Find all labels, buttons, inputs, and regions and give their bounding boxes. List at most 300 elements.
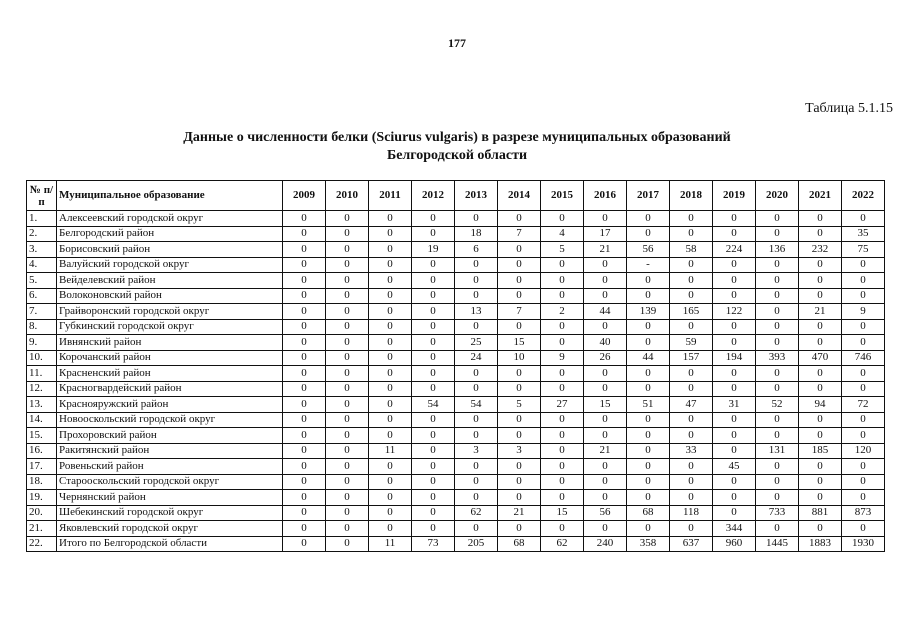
page-number: 177 xyxy=(448,36,466,50)
count-cell: 0 xyxy=(498,211,541,227)
count-cell: 0 xyxy=(283,397,326,413)
count-cell: 0 xyxy=(326,273,369,289)
count-cell: 0 xyxy=(412,273,455,289)
count-cell: 0 xyxy=(541,335,584,351)
count-cell: 44 xyxy=(584,304,627,320)
count-cell: 94 xyxy=(799,397,842,413)
table-row xyxy=(27,474,885,490)
row-number: 12. xyxy=(27,381,57,397)
count-cell: 0 xyxy=(541,319,584,335)
count-cell: 21 xyxy=(498,505,541,521)
count-cell: 68 xyxy=(498,536,541,552)
municipality-name: Вейделевский район xyxy=(57,273,283,289)
squirrel-population-table xyxy=(26,180,885,552)
count-cell: 0 xyxy=(713,412,756,428)
count-cell: 0 xyxy=(756,226,799,242)
count-cell: 0 xyxy=(412,521,455,537)
count-cell: 0 xyxy=(799,226,842,242)
count-cell: 0 xyxy=(756,490,799,506)
count-cell: 0 xyxy=(799,474,842,490)
count-cell: 0 xyxy=(369,304,412,320)
count-cell: 960 xyxy=(713,536,756,552)
count-cell: 205 xyxy=(455,536,498,552)
table-row xyxy=(27,397,885,413)
count-cell: 0 xyxy=(584,474,627,490)
row-number: 4. xyxy=(27,257,57,273)
municipality-name: Шебекинский городской округ xyxy=(57,505,283,521)
municipality-name: Ровеньский район xyxy=(57,459,283,475)
table-row xyxy=(27,257,885,273)
municipality-name: Алексеевский городской округ xyxy=(57,211,283,227)
count-cell: 58 xyxy=(670,242,713,258)
count-cell: 0 xyxy=(756,366,799,382)
count-cell: 0 xyxy=(670,257,713,273)
count-cell: 0 xyxy=(369,412,412,428)
count-cell: 0 xyxy=(541,521,584,537)
table-row xyxy=(27,242,885,258)
table-row xyxy=(27,505,885,521)
count-cell: 0 xyxy=(283,381,326,397)
count-cell: 194 xyxy=(713,350,756,366)
count-cell: 0 xyxy=(713,490,756,506)
count-cell: 358 xyxy=(627,536,670,552)
count-cell: 11 xyxy=(369,443,412,459)
row-number: 9. xyxy=(27,335,57,351)
count-cell: 1930 xyxy=(842,536,885,552)
municipality-name: Волоконовский район xyxy=(57,288,283,304)
count-cell: 0 xyxy=(283,226,326,242)
count-cell: 0 xyxy=(627,366,670,382)
count-cell: 0 xyxy=(455,474,498,490)
count-cell: 0 xyxy=(584,459,627,475)
count-cell: 0 xyxy=(326,350,369,366)
row-number: 22. xyxy=(27,536,57,552)
row-number: 18. xyxy=(27,474,57,490)
count-cell: 0 xyxy=(799,381,842,397)
count-cell: 139 xyxy=(627,304,670,320)
count-cell: 0 xyxy=(799,288,842,304)
count-cell: 0 xyxy=(326,490,369,506)
count-cell: 0 xyxy=(756,335,799,351)
count-cell: 0 xyxy=(412,381,455,397)
table-row xyxy=(27,226,885,242)
count-cell: 0 xyxy=(627,273,670,289)
count-cell: 0 xyxy=(842,428,885,444)
count-cell: 0 xyxy=(799,366,842,382)
count-cell: 0 xyxy=(584,319,627,335)
row-number: 7. xyxy=(27,304,57,320)
count-cell: 0 xyxy=(627,521,670,537)
municipality-name: Белгородский район xyxy=(57,226,283,242)
count-cell: 0 xyxy=(713,288,756,304)
count-cell: 0 xyxy=(842,459,885,475)
count-cell: 0 xyxy=(756,273,799,289)
count-cell: 0 xyxy=(799,459,842,475)
table-row xyxy=(27,335,885,351)
count-cell: 10 xyxy=(498,350,541,366)
table-row xyxy=(27,304,885,320)
row-number: 6. xyxy=(27,288,57,304)
count-cell: 0 xyxy=(498,288,541,304)
table-row xyxy=(27,536,885,552)
count-cell: 0 xyxy=(326,257,369,273)
count-cell: 0 xyxy=(498,521,541,537)
count-cell: 0 xyxy=(326,459,369,475)
count-cell: 21 xyxy=(584,242,627,258)
count-cell: 637 xyxy=(670,536,713,552)
count-cell: 0 xyxy=(326,412,369,428)
table-row xyxy=(27,428,885,444)
count-cell: 25 xyxy=(455,335,498,351)
count-cell: 0 xyxy=(842,211,885,227)
count-cell: 0 xyxy=(627,474,670,490)
count-cell: 881 xyxy=(799,505,842,521)
count-cell: 73 xyxy=(412,536,455,552)
row-number: 11. xyxy=(27,366,57,382)
count-cell: 0 xyxy=(627,319,670,335)
row-number: 14. xyxy=(27,412,57,428)
count-cell: 0 xyxy=(455,412,498,428)
count-cell: 0 xyxy=(326,366,369,382)
count-cell: 0 xyxy=(670,428,713,444)
count-cell: 733 xyxy=(756,505,799,521)
count-cell: 0 xyxy=(283,335,326,351)
count-cell: 0 xyxy=(842,257,885,273)
count-cell: 0 xyxy=(627,412,670,428)
count-cell: 0 xyxy=(541,490,584,506)
count-cell: 0 xyxy=(369,459,412,475)
count-cell: 0 xyxy=(326,521,369,537)
count-cell: 0 xyxy=(713,443,756,459)
table-row xyxy=(27,490,885,506)
count-cell: 0 xyxy=(283,273,326,289)
count-cell: 0 xyxy=(326,211,369,227)
count-cell: 7 xyxy=(498,304,541,320)
count-cell: 44 xyxy=(627,350,670,366)
header-year: 2018 xyxy=(670,181,713,211)
header-year: 2011 xyxy=(369,181,412,211)
count-cell: 0 xyxy=(283,211,326,227)
count-cell: 0 xyxy=(584,257,627,273)
count-cell: 0 xyxy=(799,257,842,273)
count-cell: 0 xyxy=(584,428,627,444)
count-cell: 0 xyxy=(541,288,584,304)
count-cell: - xyxy=(627,257,670,273)
table-title xyxy=(0,129,914,165)
count-cell: 0 xyxy=(283,505,326,521)
count-cell: 21 xyxy=(799,304,842,320)
count-cell: 0 xyxy=(799,521,842,537)
table-row xyxy=(27,366,885,382)
count-cell: 0 xyxy=(842,521,885,537)
municipality-name: Борисовский район xyxy=(57,242,283,258)
count-cell: 0 xyxy=(713,428,756,444)
row-number: 16. xyxy=(27,443,57,459)
count-cell: 27 xyxy=(541,397,584,413)
count-cell: 0 xyxy=(842,366,885,382)
count-cell: 0 xyxy=(670,273,713,289)
count-cell: 0 xyxy=(369,366,412,382)
count-cell: 0 xyxy=(326,304,369,320)
header-number: № п/п xyxy=(27,181,57,211)
count-cell: 0 xyxy=(670,521,713,537)
count-cell: 0 xyxy=(713,335,756,351)
count-cell: 0 xyxy=(369,474,412,490)
table-row xyxy=(27,443,885,459)
count-cell: 0 xyxy=(455,521,498,537)
count-cell: 0 xyxy=(283,428,326,444)
count-cell: 0 xyxy=(627,335,670,351)
count-cell: 35 xyxy=(842,226,885,242)
count-cell: 0 xyxy=(584,412,627,428)
table-row xyxy=(27,273,885,289)
count-cell: 0 xyxy=(283,288,326,304)
municipality-name: Ивнянский район xyxy=(57,335,283,351)
count-cell: 0 xyxy=(713,474,756,490)
count-cell: 0 xyxy=(283,490,326,506)
count-cell: 0 xyxy=(541,412,584,428)
count-cell: 26 xyxy=(584,350,627,366)
row-number: 3. xyxy=(27,242,57,258)
count-cell: 0 xyxy=(369,211,412,227)
row-number: 2. xyxy=(27,226,57,242)
municipality-name: Грайворонский городской округ xyxy=(57,304,283,320)
header-year: 2013 xyxy=(455,181,498,211)
table-label: Таблица 5.1.15 xyxy=(805,101,893,116)
count-cell: 0 xyxy=(842,273,885,289)
row-number: 5. xyxy=(27,273,57,289)
count-cell: 0 xyxy=(627,428,670,444)
count-cell: 0 xyxy=(670,226,713,242)
count-cell: 5 xyxy=(541,242,584,258)
count-cell: 9 xyxy=(541,350,584,366)
count-cell: 0 xyxy=(412,211,455,227)
row-number: 15. xyxy=(27,428,57,444)
count-cell: 0 xyxy=(756,257,799,273)
count-cell: 0 xyxy=(412,459,455,475)
count-cell: 3 xyxy=(498,443,541,459)
count-cell: 118 xyxy=(670,505,713,521)
count-cell: 15 xyxy=(541,505,584,521)
table-row xyxy=(27,459,885,475)
count-cell: 0 xyxy=(584,490,627,506)
count-cell: 0 xyxy=(541,459,584,475)
count-cell: 11 xyxy=(369,536,412,552)
count-cell: 0 xyxy=(842,335,885,351)
count-cell: 0 xyxy=(326,381,369,397)
count-cell: 59 xyxy=(670,335,713,351)
table-row xyxy=(27,319,885,335)
count-cell: 0 xyxy=(326,319,369,335)
municipality-name: Корочанский район xyxy=(57,350,283,366)
count-cell: 13 xyxy=(455,304,498,320)
count-cell: 0 xyxy=(627,211,670,227)
count-cell: 0 xyxy=(541,474,584,490)
count-cell: 0 xyxy=(369,226,412,242)
table-row xyxy=(27,350,885,366)
count-cell: 0 xyxy=(369,288,412,304)
count-cell: 0 xyxy=(541,257,584,273)
count-cell: 17 xyxy=(584,226,627,242)
count-cell: 0 xyxy=(455,459,498,475)
row-number: 8. xyxy=(27,319,57,335)
count-cell: 0 xyxy=(799,428,842,444)
count-cell: 0 xyxy=(627,226,670,242)
municipality-name: Чернянский район xyxy=(57,490,283,506)
count-cell: 0 xyxy=(756,288,799,304)
header-year: 2015 xyxy=(541,181,584,211)
count-cell: 47 xyxy=(670,397,713,413)
count-cell: 185 xyxy=(799,443,842,459)
count-cell: 0 xyxy=(326,242,369,258)
count-cell: 0 xyxy=(369,335,412,351)
count-cell: 0 xyxy=(842,381,885,397)
count-cell: 24 xyxy=(455,350,498,366)
count-cell: 0 xyxy=(283,350,326,366)
count-cell: 0 xyxy=(627,459,670,475)
header-year: 2014 xyxy=(498,181,541,211)
count-cell: 240 xyxy=(584,536,627,552)
count-cell: 0 xyxy=(541,366,584,382)
count-cell: 0 xyxy=(455,288,498,304)
count-cell: 0 xyxy=(412,366,455,382)
count-cell: 1445 xyxy=(756,536,799,552)
count-cell: 0 xyxy=(756,428,799,444)
count-cell: 1883 xyxy=(799,536,842,552)
count-cell: 0 xyxy=(584,288,627,304)
count-cell: 393 xyxy=(756,350,799,366)
count-cell: 0 xyxy=(713,505,756,521)
count-cell: 15 xyxy=(498,335,541,351)
count-cell: 0 xyxy=(412,257,455,273)
table-title-line-2: Белгородской области xyxy=(386,148,528,163)
count-cell: 0 xyxy=(842,319,885,335)
count-cell: 0 xyxy=(283,536,326,552)
count-cell: 0 xyxy=(283,257,326,273)
table-body xyxy=(27,211,885,552)
count-cell: 0 xyxy=(627,381,670,397)
count-cell: 0 xyxy=(799,335,842,351)
count-cell: 0 xyxy=(412,226,455,242)
count-cell: 0 xyxy=(369,257,412,273)
count-cell: 0 xyxy=(713,273,756,289)
count-cell: 0 xyxy=(369,490,412,506)
count-cell: 0 xyxy=(541,428,584,444)
header-year: 2020 xyxy=(756,181,799,211)
count-cell: 470 xyxy=(799,350,842,366)
count-cell: 0 xyxy=(756,381,799,397)
count-cell: 0 xyxy=(369,521,412,537)
table-row xyxy=(27,521,885,537)
municipality-name: Ракитянский район xyxy=(57,443,283,459)
count-cell: 0 xyxy=(842,288,885,304)
count-cell: 40 xyxy=(584,335,627,351)
count-cell: 120 xyxy=(842,443,885,459)
count-cell: 33 xyxy=(670,443,713,459)
header-year: 2022 xyxy=(842,181,885,211)
count-cell: 4 xyxy=(541,226,584,242)
count-cell: 344 xyxy=(713,521,756,537)
count-cell: 56 xyxy=(584,505,627,521)
count-cell: 52 xyxy=(756,397,799,413)
header-year: 2017 xyxy=(627,181,670,211)
count-cell: 0 xyxy=(498,459,541,475)
count-cell: 0 xyxy=(670,474,713,490)
count-cell: 0 xyxy=(756,521,799,537)
count-cell: 0 xyxy=(326,443,369,459)
count-cell: 6 xyxy=(455,242,498,258)
count-cell: 0 xyxy=(326,536,369,552)
count-cell: 5 xyxy=(498,397,541,413)
count-cell: 0 xyxy=(842,412,885,428)
count-cell: 0 xyxy=(498,428,541,444)
count-cell: 0 xyxy=(670,211,713,227)
count-cell: 68 xyxy=(627,505,670,521)
count-cell: 0 xyxy=(412,288,455,304)
count-cell: 0 xyxy=(498,242,541,258)
count-cell: 0 xyxy=(326,397,369,413)
count-cell: 0 xyxy=(713,257,756,273)
count-cell: 0 xyxy=(455,428,498,444)
count-cell: 0 xyxy=(283,474,326,490)
count-cell: 0 xyxy=(756,211,799,227)
count-cell: 0 xyxy=(756,474,799,490)
count-cell: 0 xyxy=(412,490,455,506)
count-cell: 0 xyxy=(756,459,799,475)
count-cell: 0 xyxy=(713,319,756,335)
municipality-name: Губкинский городской округ xyxy=(57,319,283,335)
count-cell: 75 xyxy=(842,242,885,258)
count-cell: 0 xyxy=(756,412,799,428)
count-cell: 21 xyxy=(584,443,627,459)
row-number: 19. xyxy=(27,490,57,506)
count-cell: 0 xyxy=(670,459,713,475)
count-cell: 0 xyxy=(455,381,498,397)
count-cell: 0 xyxy=(713,381,756,397)
count-cell: 0 xyxy=(627,490,670,506)
count-cell: 0 xyxy=(584,366,627,382)
count-cell: 0 xyxy=(412,335,455,351)
count-cell: 0 xyxy=(799,211,842,227)
count-cell: 0 xyxy=(412,474,455,490)
count-cell: 62 xyxy=(455,505,498,521)
count-cell: 0 xyxy=(455,319,498,335)
municipality-name: Красненский район xyxy=(57,366,283,382)
count-cell: 0 xyxy=(584,521,627,537)
count-cell: 0 xyxy=(369,319,412,335)
municipality-name: Старооскольский городской округ xyxy=(57,474,283,490)
count-cell: 0 xyxy=(670,319,713,335)
count-cell: 0 xyxy=(283,443,326,459)
count-cell: 0 xyxy=(369,397,412,413)
count-cell: 0 xyxy=(584,273,627,289)
count-cell: 0 xyxy=(498,412,541,428)
municipality-name: Красногвардейский район xyxy=(57,381,283,397)
count-cell: 3 xyxy=(455,443,498,459)
count-cell: 0 xyxy=(455,273,498,289)
count-cell: 0 xyxy=(369,242,412,258)
count-cell: 0 xyxy=(412,412,455,428)
count-cell: 0 xyxy=(326,335,369,351)
count-cell: 0 xyxy=(412,319,455,335)
count-cell: 0 xyxy=(412,443,455,459)
count-cell: 7 xyxy=(498,226,541,242)
count-cell: 131 xyxy=(756,443,799,459)
count-cell: 0 xyxy=(498,319,541,335)
header-year: 2021 xyxy=(799,181,842,211)
count-cell: 0 xyxy=(326,474,369,490)
count-cell: 0 xyxy=(670,381,713,397)
